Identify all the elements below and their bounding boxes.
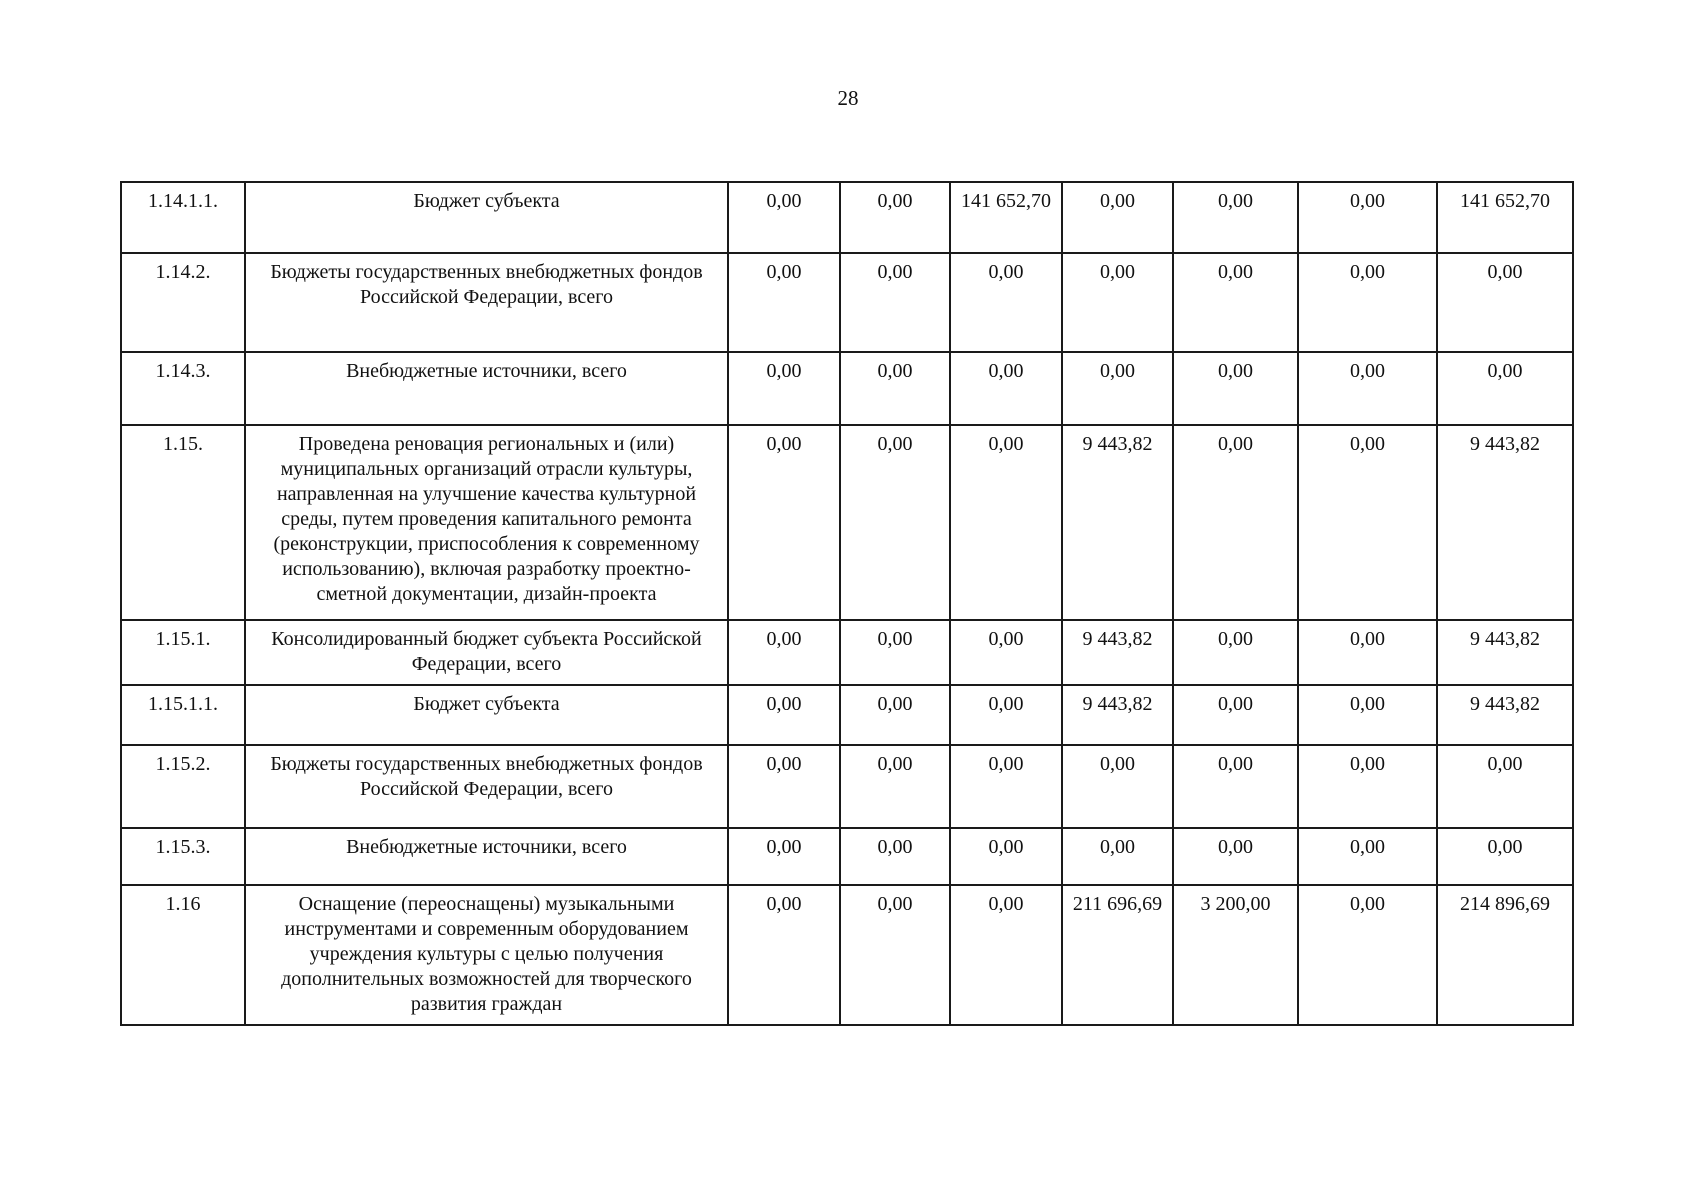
value-cell: 214 896,69	[1437, 885, 1573, 1025]
value-cell: 0,00	[840, 685, 950, 745]
value-cell: 0,00	[1173, 685, 1298, 745]
table-row	[121, 253, 1573, 352]
value-cell: 0,00	[840, 885, 950, 1025]
row-code: 1.15.1.	[121, 620, 245, 685]
row-name: Бюджет субъекта	[245, 685, 728, 745]
value-cell: 0,00	[1298, 425, 1437, 620]
value-cell: 141 652,70	[950, 182, 1062, 253]
value-cell: 0,00	[728, 828, 840, 885]
row-name: Бюджет субъекта	[245, 182, 728, 253]
value-cell: 0,00	[840, 182, 950, 253]
value-cell: 0,00	[950, 253, 1062, 352]
value-cell: 9 443,82	[1062, 620, 1173, 685]
value-cell: 0,00	[950, 745, 1062, 828]
value-cell: 0,00	[950, 620, 1062, 685]
value-cell: 0,00	[1173, 182, 1298, 253]
row-code: 1.16	[121, 885, 245, 1025]
row-code: 1.14.3.	[121, 352, 245, 425]
value-cell: 0,00	[840, 620, 950, 685]
value-cell: 9 443,82	[1437, 685, 1573, 745]
value-cell: 0,00	[1062, 253, 1173, 352]
value-cell: 0,00	[1062, 745, 1173, 828]
value-cell: 0,00	[1062, 182, 1173, 253]
page-number: 28	[837, 86, 859, 110]
value-cell: 0,00	[1062, 828, 1173, 885]
row-code: 1.15.2.	[121, 745, 245, 828]
value-cell: 9 443,82	[1437, 620, 1573, 685]
row-name: Оснащение (переоснащены) музыкальными инструментами и современным оборудованием учреждения культуры с целью получения дополнительных возможностей для творческого развития граждан	[245, 885, 728, 1025]
table-row	[121, 685, 1573, 745]
value-cell: 0,00	[1298, 253, 1437, 352]
value-cell: 0,00	[950, 352, 1062, 425]
value-cell: 0,00	[1173, 352, 1298, 425]
value-cell: 0,00	[1298, 620, 1437, 685]
value-cell: 9 443,82	[1062, 425, 1173, 620]
value-cell: 0,00	[1062, 352, 1173, 425]
table-row	[121, 745, 1573, 828]
row-code: 1.15.3.	[121, 828, 245, 885]
value-cell: 0,00	[728, 425, 840, 620]
value-cell: 0,00	[950, 425, 1062, 620]
value-cell: 0,00	[840, 828, 950, 885]
value-cell: 3 200,00	[1173, 885, 1298, 1025]
table-row	[121, 620, 1573, 685]
value-cell: 0,00	[728, 352, 840, 425]
value-cell: 0,00	[950, 828, 1062, 885]
value-cell: 0,00	[1173, 828, 1298, 885]
value-cell: 0,00	[1298, 685, 1437, 745]
value-cell: 0,00	[1173, 620, 1298, 685]
table-row	[121, 352, 1573, 425]
value-cell: 9 443,82	[1062, 685, 1173, 745]
value-cell: 0,00	[1437, 828, 1573, 885]
value-cell: 0,00	[1298, 745, 1437, 828]
value-cell: 0,00	[840, 352, 950, 425]
value-cell: 0,00	[950, 685, 1062, 745]
row-name: Консолидированный бюджет субъекта Российской Федерации, всего	[245, 620, 728, 685]
row-code: 1.14.1.1.	[121, 182, 245, 253]
value-cell: 0,00	[728, 885, 840, 1025]
row-code: 1.15.1.1.	[121, 685, 245, 745]
table-row	[121, 425, 1573, 620]
row-name: Бюджеты государственных внебюджетных фондов Российской Федерации, всего	[245, 745, 728, 828]
table-row	[121, 828, 1573, 885]
value-cell: 0,00	[1173, 253, 1298, 352]
value-cell: 0,00	[728, 182, 840, 253]
row-name: Внебюджетные источники, всего	[245, 352, 728, 425]
value-cell: 0,00	[728, 253, 840, 352]
value-cell: 0,00	[728, 685, 840, 745]
value-cell: 0,00	[1298, 182, 1437, 253]
value-cell: 211 696,69	[1062, 885, 1173, 1025]
value-cell: 0,00	[1298, 828, 1437, 885]
table-row	[121, 885, 1573, 1025]
value-cell: 0,00	[1298, 352, 1437, 425]
value-cell: 0,00	[1437, 352, 1573, 425]
row-code: 1.15.	[121, 425, 245, 620]
value-cell: 0,00	[1437, 253, 1573, 352]
value-cell: 0,00	[728, 620, 840, 685]
value-cell: 0,00	[1173, 745, 1298, 828]
value-cell: 0,00	[1298, 885, 1437, 1025]
budget-table	[120, 181, 1574, 1026]
row-name: Внебюджетные источники, всего	[245, 828, 728, 885]
value-cell: 0,00	[1437, 745, 1573, 828]
value-cell: 0,00	[728, 745, 840, 828]
value-cell: 9 443,82	[1437, 425, 1573, 620]
value-cell: 0,00	[1173, 425, 1298, 620]
row-code: 1.14.2.	[121, 253, 245, 352]
table-row	[121, 182, 1573, 253]
value-cell: 0,00	[950, 885, 1062, 1025]
value-cell: 0,00	[840, 745, 950, 828]
row-name: Бюджеты государственных внебюджетных фондов Российской Федерации, всего	[245, 253, 728, 352]
value-cell: 0,00	[840, 253, 950, 352]
value-cell: 141 652,70	[1437, 182, 1573, 253]
row-name: Проведена реновация региональных и (или) муниципальных организаций отрасли культуры, направленная на улучшение качества культурной среды, путем проведения капитального ремонта (реконструкции, приспособления к современному использованию), включая разработку проектно-сметной документации, дизайн-проекта	[245, 425, 728, 620]
value-cell: 0,00	[840, 425, 950, 620]
